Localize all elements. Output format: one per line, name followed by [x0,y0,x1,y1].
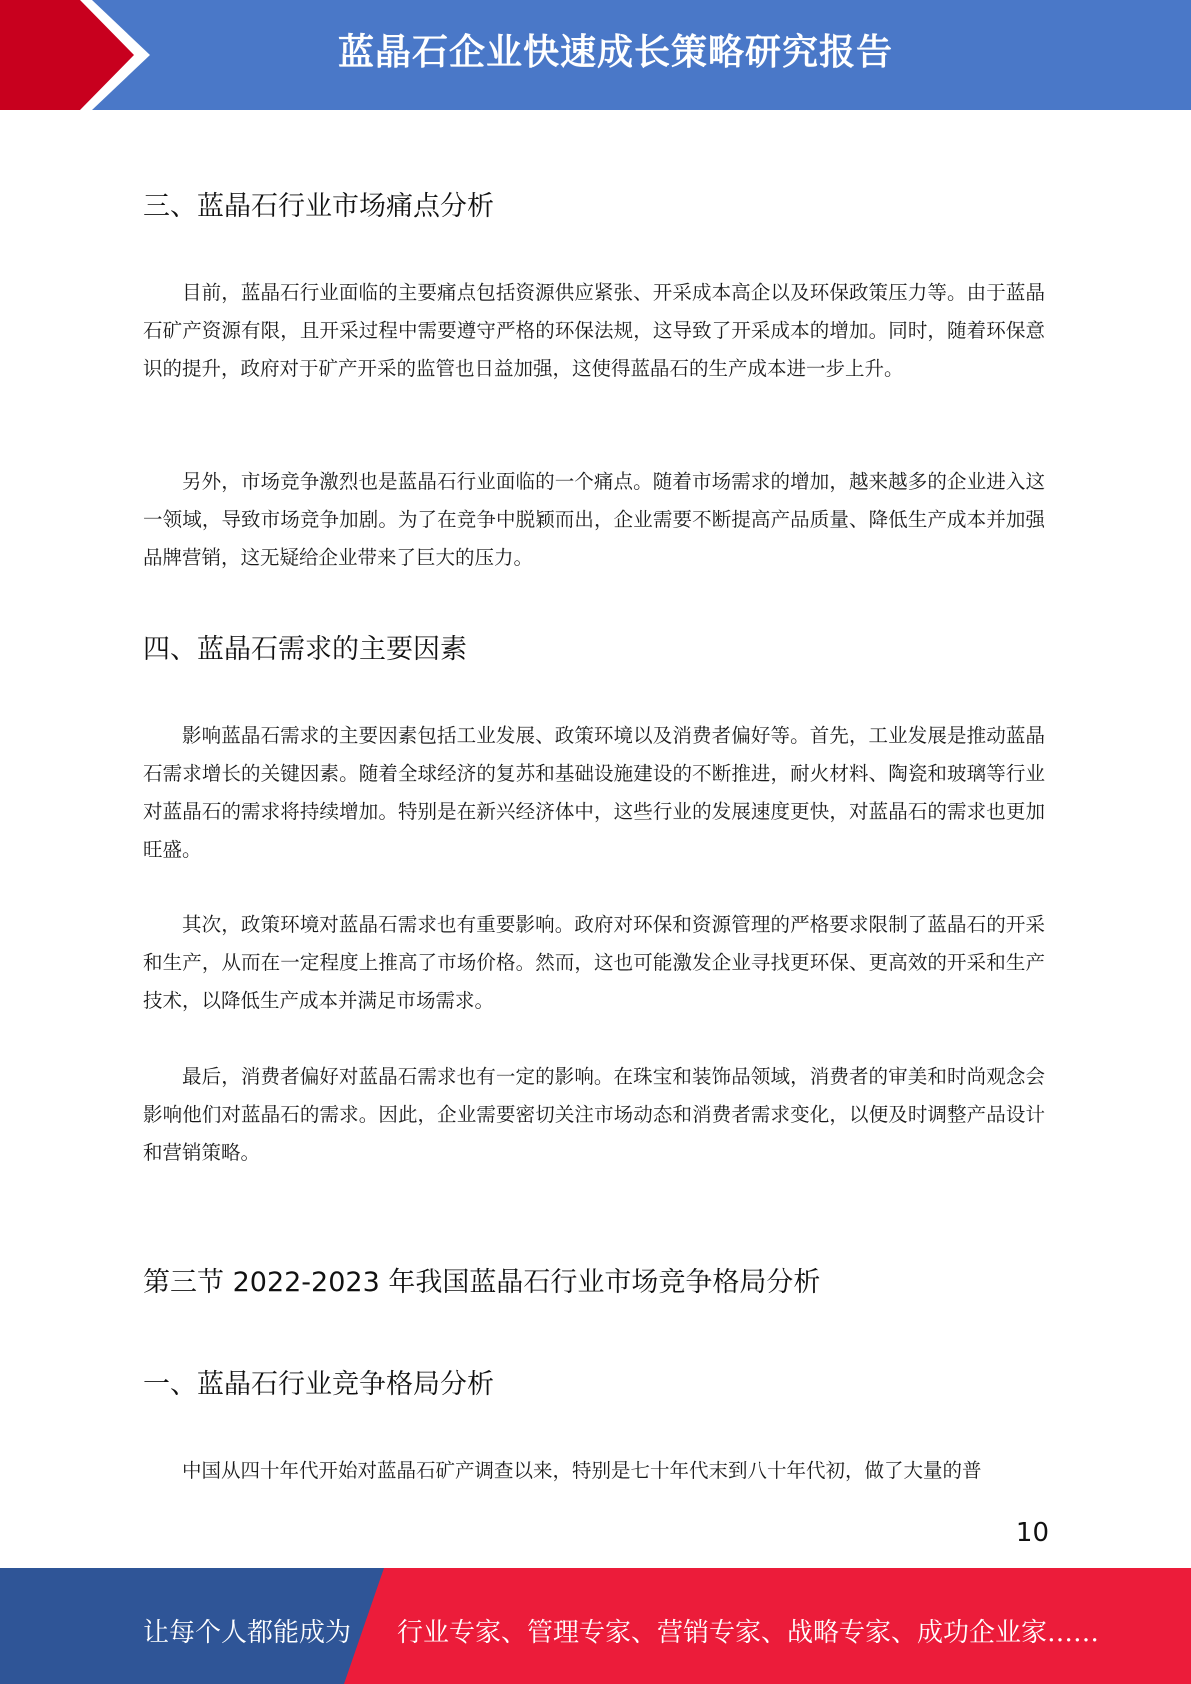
paragraph-pain-points-1: 目前，蓝晶石行业面临的主要痛点包括资源供应紧张、开采成本高企以及环保政策压力等。由于蓝晶石矿产资源有限，且开采过程中需要遵守严格的环保法规，这导致了开采成本的增加。同时，随着环保意识的提升，政府对于矿产开采的监管也日益加强，这使得蓝晶石的生产成本进一步上升。 [143,281,1045,380]
page-number: 10 [1015,1518,1049,1548]
report-title: 蓝晶石企业快速成长策略研究报告 [337,32,893,73]
paragraph-competition-1: 中国从四十年代开始对蓝晶石矿产调查以来，特别是七十年代末到八十年代初，做了大量的普 [182,1459,982,1482]
paragraph-demand-factors-1: 影响蓝晶石需求的主要因素包括工业发展、政策环境以及消费者偏好等。首先，工业发展是推动蓝晶石需求增长的关键因素。随着全球经济的复苏和基础设施建设的不断推进，耐火材料、陶瓷和玻璃等行业对蓝晶石的需求将持续增加。特别是在新兴经济体中，这些行业的发展速度更快，对蓝晶石的需求也更加旺盛。 [143,724,1045,861]
section-heading-competition: 一、蓝晶石行业竞争格局分析 [143,1369,494,1400]
chapter-section-heading: 第三节 2022-2023 年我国蓝晶石行业市场竞争格局分析 [143,1267,821,1298]
footer-slogan-left: 让每个人都能成为 [143,1618,352,1648]
paragraph-demand-factors-3: 最后，消费者偏好对蓝晶石需求也有一定的影响。在珠宝和装饰品领域，消费者的审美和时尚观念会影响他们对蓝晶石的需求。因此，企业需要密切关注市场动态和消费者需求变化，以便及时调整产品设计和营销策略。 [143,1065,1045,1164]
section-heading-pain-points: 三、蓝晶石行业市场痛点分析 [143,191,494,222]
page-header [0,0,1191,110]
section-heading-demand-factors: 四、蓝晶石需求的主要因素 [143,634,467,665]
paragraph-pain-points-2: 另外，市场竞争激烈也是蓝晶石行业面临的一个痛点。随着市场需求的增加，越来越多的企业进入这一领域，导致市场竞争加剧。为了在竞争中脱颖而出，企业需要不断提高产品质量、降低生产成本并加强品牌营销，这无疑给企业带来了巨大的压力。 [143,470,1045,569]
footer-slogan-right: 行业专家、管理专家、营销专家、战略专家、成功企业家…… [397,1618,1100,1648]
paragraph-demand-factors-2: 其次，政策环境对蓝晶石需求也有重要影响。政府对环保和资源管理的严格要求限制了蓝晶石的开采和生产，从而在一定程度上推高了市场价格。然而，这也可能激发企业寻找更环保、更高效的开采和生产技术，以降低生产成本并满足市场需求。 [143,913,1045,1012]
page-footer [0,1568,1191,1684]
